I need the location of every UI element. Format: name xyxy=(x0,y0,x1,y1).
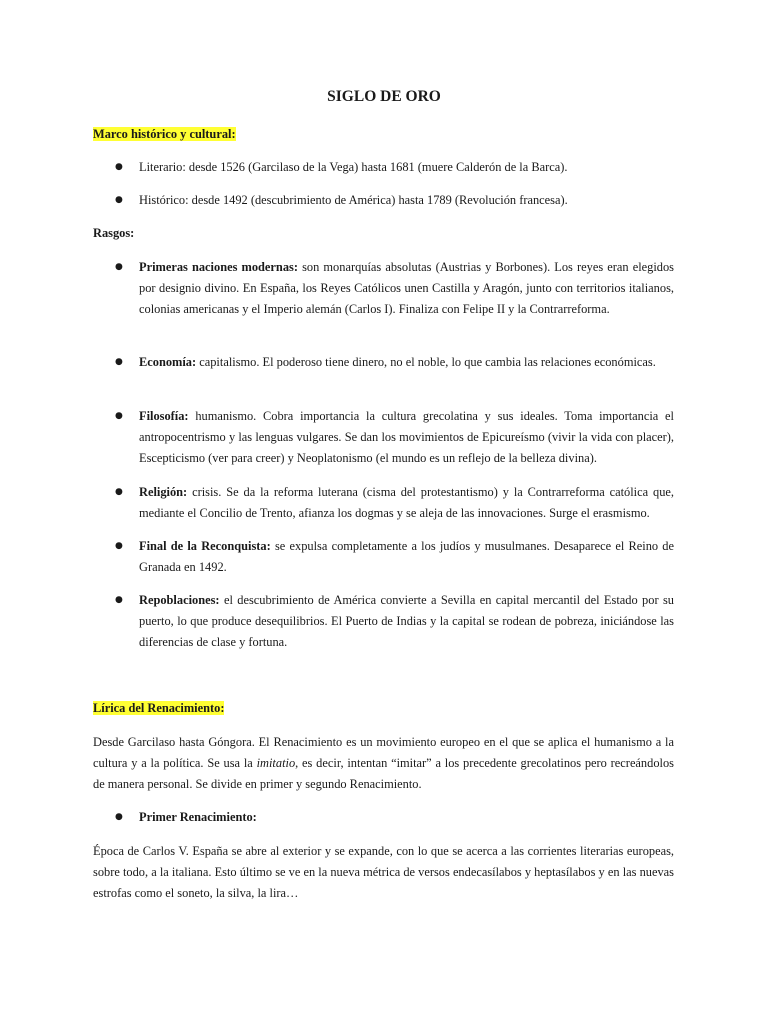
rasgo-item xyxy=(139,257,674,321)
lirica-heading: Lírica del Renacimiento: xyxy=(93,701,225,715)
bullet-icon: ● xyxy=(115,411,123,421)
marco-heading: Marco histórico y cultural: xyxy=(93,127,236,141)
lirica-heading-line xyxy=(93,698,674,719)
rasgo-term: Repoblaciones: xyxy=(139,593,220,607)
bullet-icon: ● xyxy=(115,595,123,605)
rasgo-item xyxy=(139,536,674,578)
intro-italic-term: imitatio xyxy=(256,756,296,770)
bullet-icon: ● xyxy=(115,812,123,822)
bullet-icon: ● xyxy=(115,262,123,272)
rasgo-term: Primeras naciones modernas: xyxy=(139,260,298,274)
page-title: SIGLO DE ORO xyxy=(327,88,441,105)
bullet-icon: ● xyxy=(115,162,123,172)
rasgo-item xyxy=(139,482,674,524)
rasgo-text: humanismo. Cobra importancia la cultura grecolatina y sus ideales. Toma importancia el antropocentrismo y las lenguas vulgares. Se dan los movimientos de Epicureísmo (vivir la vida con placer), Escepticismo (ver para creer) y Neoplatonismo (el mundo es un reflejo de la belleza divina). xyxy=(139,409,674,466)
marco-heading-line xyxy=(93,124,674,145)
rasgo-item xyxy=(139,590,674,654)
bullet-icon: ● xyxy=(115,357,123,367)
rasgo-text: capitalismo. El poderoso tiene dinero, no el noble, lo que cambia las relaciones económicas. xyxy=(196,355,656,369)
rasgo-term: Filosofía: xyxy=(139,409,189,423)
intro-text-end: , es decir, intentan “imitar” a los precedente grecolatinos pero recreándolos de manera personal. Se divide en primer y segundo Renacimiento. xyxy=(93,756,674,791)
bullet-icon: ● xyxy=(115,541,123,551)
rasgos-heading: Rasgos: xyxy=(93,226,135,240)
marco-item: Histórico: desde 1492 (descubrimiento de América) hasta 1789 (Revolución francesa). xyxy=(139,193,568,207)
lirica-intro xyxy=(93,732,674,795)
rasgo-item xyxy=(139,352,674,373)
rasgo-text: son monarquías absolutas (Austrias y Borbones). Los reyes eran elegidos por designio divino. En España, los Reyes Católicos unen Castilla y Aragón, junto con territorios italianos, colonias americanas y el Imperio alemán (Carlos I). Finaliza con Felipe II y la Contrarreforma. xyxy=(139,260,674,317)
rasgo-term: Final de la Reconquista: xyxy=(139,539,271,553)
intro-text-start: Desde Garcilaso hasta Góngora. El Renacimiento es un movimiento europeo en el que se aplica el humanismo a la cultura y a la política. Se usa la xyxy=(93,735,674,770)
bullet-icon: ● xyxy=(115,195,123,205)
marco-item: Literario: desde 1526 (Garcilaso de la Vega) hasta 1681 (muere Calderón de la Barca). xyxy=(139,160,568,174)
rasgo-text: se expulsa completamente a los judíos y musulmanes. Desaparece el Reino de Granada en 1492. xyxy=(139,539,674,575)
rasgo-text: crisis. Se da la reforma luterana (cisma del protestantismo) y la Contrarreforma católica que, mediante el Concilio de Trento, afianza los dogmas y se aleja de las innovaciones. Surge el erasmismo. xyxy=(139,485,674,521)
bullet-icon: ● xyxy=(115,487,123,497)
primer-renacimiento-heading: Primer Renacimiento: xyxy=(139,810,257,824)
rasgo-term: Religión: xyxy=(139,485,188,499)
primer-renacimiento-paragraph: Época de Carlos V. España se abre al exterior y se expande, con lo que se acerca a las corrientes literarias europeas, sobre todo, a la italiana. Esto último se ve en la nueva métrica de versos endecasílabos y heptasílabos y en las nuevas estrofas como el soneto, la silva, la lira… xyxy=(93,844,674,900)
rasgo-item xyxy=(139,406,674,470)
rasgo-text: el descubrimiento de América convierte a Sevilla en capital mercantil del Estado por su puerto, lo que produce desequilibrios. El Puerto de Indias y la capital se rodean de pobreza, iniciándose las diferencias de clase y fortuna. xyxy=(139,593,674,650)
rasgo-term: Economía: xyxy=(139,355,197,369)
